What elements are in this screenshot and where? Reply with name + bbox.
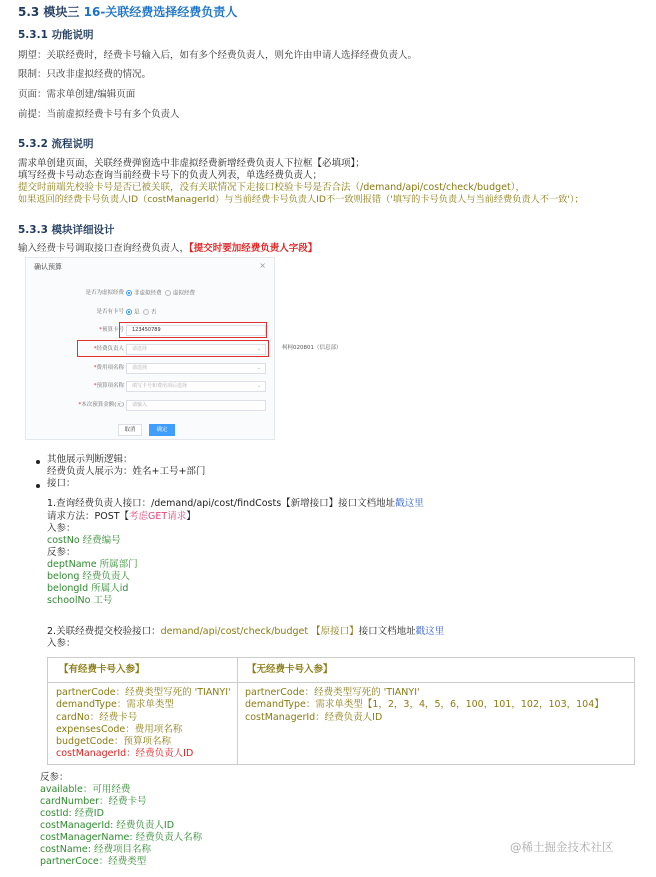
response-item: available：可用经费 (40, 784, 131, 795)
form-label: *预算卡号 (99, 327, 124, 333)
radio-label: 非虚拟经费 (134, 290, 162, 297)
bullet-sub: 经费负责人展示为：姓名+工号+部门 (47, 466, 206, 477)
response-item: partnerCoce：经费类型 (40, 856, 147, 867)
radio-off-icon[interactable] (165, 290, 171, 296)
heading-532: 5.3.2 流程说明 (18, 138, 94, 150)
radio-group (126, 309, 157, 317)
param-line: partnerCode：经费类型写死的 'TIANYI' (56, 687, 231, 698)
table-cell-col2 (245, 687, 604, 724)
api1-in-label: 入参： (47, 523, 76, 534)
confirm-button[interactable]: 确定 (149, 424, 175, 436)
doc-link[interactable]: 戳这里 (395, 498, 424, 509)
param-line: expensesCode：费用项名称 (56, 723, 183, 735)
api2-in-label: 入参： (47, 638, 76, 649)
param-line: cardNo：经费卡号 (56, 711, 138, 723)
expense-select[interactable]: 请选择 ⌄ (126, 363, 266, 374)
form-row-hascard (26, 306, 276, 320)
api1-out-item: deptName 所属部门 (47, 559, 138, 570)
param-line: partnerCode：经费类型写死的 'TIANYI' (245, 687, 420, 698)
api1-in-item: costNo 经费编号 (47, 535, 121, 546)
highlight-cardno (119, 322, 267, 338)
text-line: 提交时前端先校验卡号是否已被关联，没有关联情况下走接口校验卡号是否合法（/demand/api/cost/check/budget）， (18, 182, 525, 193)
radio-on-icon[interactable] (126, 309, 132, 315)
param-line: demandType：需求单类型【1，2，3，4，5，6，100，101，102，103，104】 (245, 699, 604, 711)
text-line (18, 243, 317, 256)
radio-label: 虚拟经费 (173, 290, 196, 297)
api1-out-item: schoolNo 工号 (47, 595, 113, 606)
param-line: demandType：需求单类型 (56, 699, 174, 711)
doc-link[interactable]: 戳这里 (415, 626, 445, 637)
form-label: 是否有卡号 (96, 309, 124, 315)
form-label: *经费负责人 (93, 346, 124, 352)
form-row-budget (26, 380, 276, 394)
api1-out-label: 反参： (47, 547, 76, 558)
radio-group (126, 290, 195, 298)
form-label: *费用项名称 (93, 365, 124, 371)
card-number-input[interactable]: 123450789 (126, 325, 266, 336)
param-line: budgetCode：预算项名称 (56, 736, 172, 748)
form-label: 是否为虚拟经费 (85, 290, 124, 296)
response-item: costId: 经费ID (40, 808, 104, 819)
param-line: costManagerId：经费负责人ID (245, 711, 383, 723)
form-row-virtual (26, 287, 276, 301)
response-item: cardNumber：经费卡号 (40, 796, 147, 807)
params-table (47, 657, 635, 765)
text-line: 限制：只改非虚拟经费的情况。 (18, 69, 152, 80)
api1-method: 请求方法：POST【考虑GET请求】 (47, 511, 196, 522)
table-header: 【有经费卡号入参】 (59, 664, 145, 675)
bullet-icon (36, 460, 40, 464)
bullet-text: 接口： (47, 478, 76, 489)
form-row-amount (26, 399, 276, 413)
dialog-title: 确认预算 (34, 263, 62, 271)
bullet-icon (36, 484, 40, 488)
form-label: *本次预算金额(元) (78, 402, 124, 408)
text-line: 前提：当前虚拟经费卡号有多个负责人 (18, 109, 180, 120)
watermark: @稀土掘金技术社区 (510, 840, 614, 854)
api2-title: 2.关联经费提交校验接口：demand/api/cost/check/budget 【原接口】接口文档地址戳这里 (47, 626, 445, 637)
table-header: 【无经费卡号入参】 (247, 664, 333, 675)
budget-select[interactable]: 填写卡号和费用项后选择 ⌄ (126, 381, 266, 392)
response-item: costManagerId: 经费负责人ID (40, 820, 175, 831)
text-line: 需求单创建页面，关联经费弹窗选中非虚拟经费新增经费负责人下拉框【必填项】； (18, 158, 365, 169)
intro-text: 输入经费卡号调取接口查询经费负责人， (18, 243, 190, 254)
section-name: 16-关联经费选择经费负责人 (83, 5, 238, 19)
highlight-manager (77, 340, 269, 357)
bullet-text: 其他展示判断逻辑： (47, 454, 133, 465)
api1-out-item: belong 经费负责人 (47, 571, 130, 582)
text-line: 页面：需求单创建/编辑页面 (18, 89, 136, 100)
radio-label: 否 (151, 309, 157, 316)
heading-531: 5.3.1 功能说明 (18, 29, 94, 41)
form-row-expense (26, 362, 276, 376)
heading-533: 5.3.3 模块详细设计 (18, 224, 115, 236)
param-line: costManagerId：经费负责人ID (56, 748, 194, 760)
section-number: 5.3 模块三 (18, 5, 80, 19)
response-item: costManagerName: 经费负责人名称 (40, 832, 203, 843)
form-label: *预算项名称 (93, 383, 124, 389)
response-label: 反参： (40, 772, 69, 783)
table-cell-col1 (56, 687, 231, 761)
api1-out-item: belongId 所属人id (47, 583, 129, 594)
text-line: 填写经费卡号动态查询当前经费卡号下的负责人列表，单选经费负责人； (18, 170, 323, 181)
section-title (18, 4, 237, 20)
radio-on-icon[interactable] (126, 290, 132, 296)
api1-title: 1.查询经费负责人接口：/demand/api/cost/findCosts【新增接口】接口文档地址戳这里 (47, 498, 424, 509)
radio-label: 是 (134, 309, 140, 316)
cancel-button[interactable]: 取消 (118, 424, 142, 436)
chevron-down-icon: ⌄ (256, 383, 261, 389)
chevron-down-icon: ⌄ (256, 365, 261, 371)
manager-select[interactable]: 请选择 ⌄ (126, 344, 266, 355)
text-line: 如果返回的经费卡号负责人ID（costManagerId）与当前经费卡号负责人ID不一致则报错（'填写的卡号负责人与当前经费负责人不一致'）； (18, 194, 584, 205)
side-note: 柯柯020801（信息部） (282, 345, 342, 351)
amount-input[interactable]: 请输入 (126, 400, 266, 411)
chevron-down-icon: ⌄ (256, 346, 261, 352)
close-icon[interactable]: × (259, 261, 266, 270)
response-item: costName: 经费项目名称 (40, 844, 151, 855)
intro-red: 【提交时要加经费负责人字段】 (189, 243, 318, 254)
text-line: 期望：关联经费时，经费卡号输入后，如有多个经费负责人，则允许由申请人选择经费负责人。 (18, 50, 418, 61)
radio-off-icon[interactable] (143, 309, 149, 315)
